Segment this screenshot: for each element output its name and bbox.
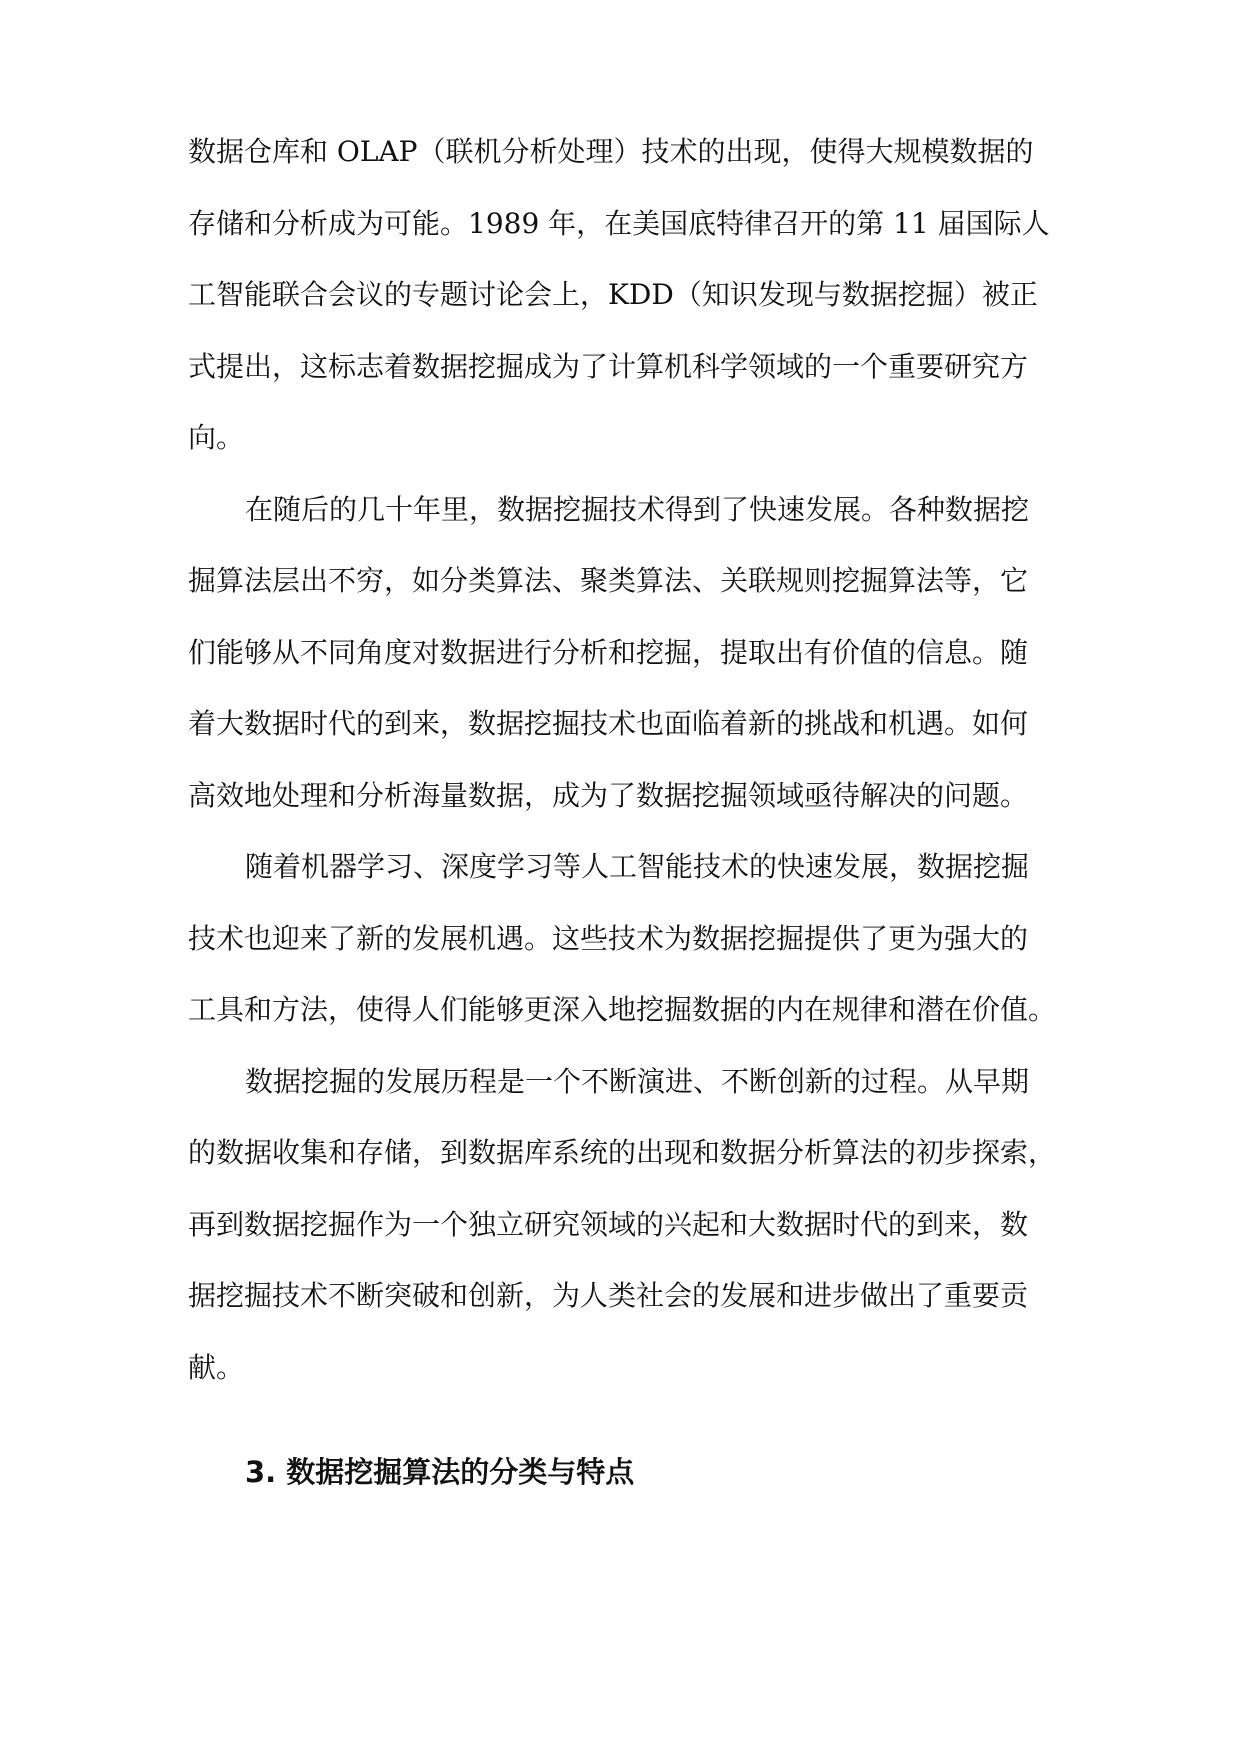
paragraph-line: 掘算法层出不穷，如分类算法、聚类算法、关联规则挖掘算法等，它 [188, 564, 1029, 597]
paragraph-line: 工智能联合会议的专题讨论会上，KDD（知识发现与数据挖掘）被正 [188, 278, 1038, 311]
paragraph-line: 式提出，这标志着数据挖掘成为了计算机科学领域的一个重要研究方 [188, 350, 1029, 383]
paragraph-line: 在随后的几十年里，数据挖掘技术得到了快速发展。各种数据挖 [245, 493, 1030, 526]
paragraph-line: 随着机器学习、深度学习等人工智能技术的快速发展，数据挖掘 [245, 850, 1030, 883]
paragraph-line: 数据仓库和 OLAP（联机分析处理）技术的出现，使得大规模数据的 [188, 135, 1034, 168]
paragraph-line: 数据挖掘的发展历程是一个不断演进、不断创新的过程。从早期 [245, 1065, 1030, 1098]
paragraph-line: 向。 [188, 421, 245, 454]
paragraph-line: 存储和分析成为可能。1989 年，在美国底特律召开的第 11 届国际人 [188, 207, 1050, 240]
paragraph-line: 的数据收集和存储，到数据库系统的出现和数据分析算法的初步探索， [188, 1136, 1057, 1169]
paragraph-line: 着大数据时代的到来，数据挖掘技术也面临着新的挑战和机遇。如何 [188, 707, 1029, 740]
paragraph-line: 据挖掘技术不断突破和创新，为人类社会的发展和进步做出了重要贡 [188, 1279, 1029, 1312]
paragraph-line: 献。 [188, 1351, 245, 1384]
paragraph-line: 高效地处理和分析海量数据，成为了数据挖掘领域亟待解决的问题。 [188, 779, 1029, 812]
paragraph-line: 再到数据挖掘作为一个独立研究领域的兴起和大数据时代的到来，数 [188, 1208, 1029, 1241]
paragraph-line: 工具和方法，使得人们能够更深入地挖掘数据的内在规律和潜在价值。 [188, 993, 1057, 1026]
paragraph-line: 技术也迎来了新的发展机遇。这些技术为数据挖掘提供了更为强大的 [188, 922, 1029, 955]
section-heading: 3. 数据挖掘算法的分类与特点 [245, 1455, 635, 1489]
paragraph-line: 们能够从不同角度对数据进行分析和挖掘，提取出有价值的信息。随 [188, 636, 1029, 669]
